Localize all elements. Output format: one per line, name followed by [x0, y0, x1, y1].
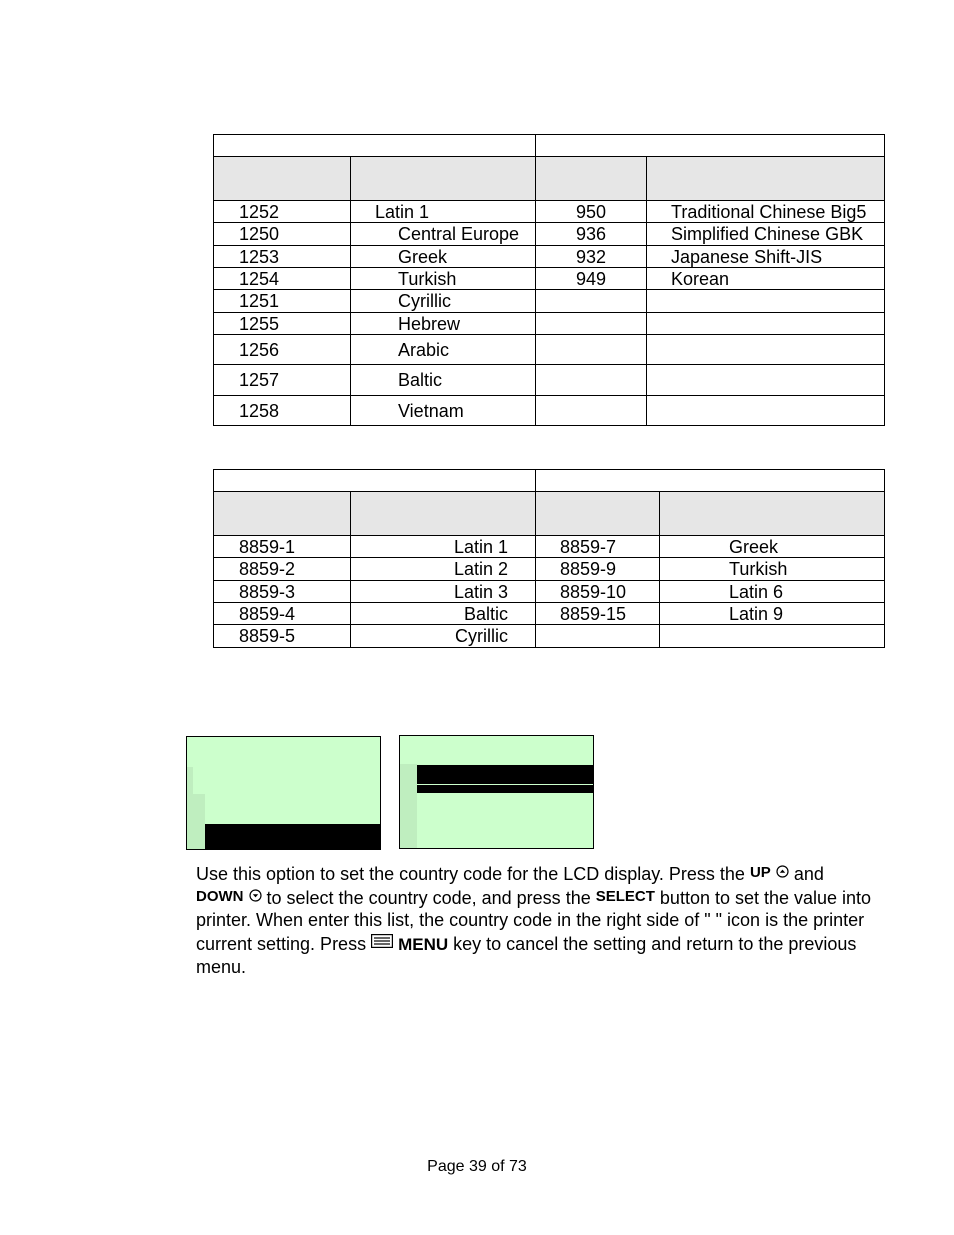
code-cell: 936: [536, 223, 647, 246]
lcd-edge-strip: [193, 794, 205, 850]
name-cell: Cyrillic: [351, 625, 536, 648]
name-cell: Turkish: [351, 268, 536, 290]
code-cell: [536, 290, 647, 313]
table-row: [214, 201, 885, 223]
code-cell: 950: [536, 201, 647, 223]
name-cell: [660, 625, 885, 648]
name-cell: Latin 2: [351, 558, 536, 581]
name-cell: Latin 3: [351, 581, 536, 603]
lcd-screen-right: [399, 735, 594, 849]
name-cell: Central Europe: [351, 223, 536, 246]
up-arrow-circle-icon: [776, 861, 789, 883]
code-cell: 949: [536, 268, 647, 290]
code-cell: 1258: [214, 396, 351, 426]
name-cell: Vietnam: [351, 396, 536, 426]
menu-list-icon: [371, 931, 393, 953]
code-cell: 8859-5: [214, 625, 351, 648]
page-number: Page 39 of 73: [427, 1158, 527, 1175]
name-cell: Traditional Chinese Big5: [647, 201, 885, 223]
code-cell: 8859-15: [536, 603, 660, 625]
code-cell: [536, 313, 647, 335]
name-cell: Japanese Shift-JIS: [647, 246, 885, 268]
code-cell: [536, 365, 647, 396]
code-cell: 1255: [214, 313, 351, 335]
name-cell: Latin 6: [660, 581, 885, 603]
select-key-label: SELECT: [595, 888, 655, 905]
name-cell: Latin 9: [660, 603, 885, 625]
name-cell: [647, 396, 885, 426]
table-row: [214, 603, 885, 625]
down-arrow-circle-icon: [249, 885, 262, 907]
lcd-selection-bar: [417, 765, 594, 784]
name-cell: Latin 1: [351, 201, 536, 223]
name-cell: [647, 365, 885, 396]
code-cell: 8859-7: [536, 536, 660, 558]
table-row: [214, 335, 885, 365]
table-header-row: [214, 492, 885, 536]
code-cell: 8859-2: [214, 558, 351, 581]
lcd-edge-strip: [400, 764, 417, 849]
name-cell: Latin 1: [351, 536, 536, 558]
name-cell: Arabic: [351, 335, 536, 365]
lcd-selection-underline: [417, 785, 594, 793]
code-cell: [536, 396, 647, 426]
up-key-label: UP: [749, 864, 771, 881]
name-cell: Greek: [660, 536, 885, 558]
table-header-row: [214, 157, 885, 201]
code-cell: 1254: [214, 268, 351, 290]
table-row: [214, 625, 885, 648]
code-cell: [536, 335, 647, 365]
name-cell: Hebrew: [351, 313, 536, 335]
code-cell: 8859-4: [214, 603, 351, 625]
code-cell: [536, 625, 660, 648]
table-row: [214, 365, 885, 396]
name-cell: Baltic: [351, 603, 536, 625]
code-cell: 1252: [214, 201, 351, 223]
name-cell: Cyrillic: [351, 290, 536, 313]
code-cell: 1256: [214, 335, 351, 365]
table-row: [214, 246, 885, 268]
code-cell: 1250: [214, 223, 351, 246]
windows-codepage-table: [213, 134, 885, 426]
table-row: [214, 313, 885, 335]
name-cell: [647, 335, 885, 365]
description-paragraph: Use this option to set the country code for the LCD display. Press the UP and DOWN to select the country code, and press the SELECT button to set the value into printer. When enter this list, the country code in the right side of " " icon is the printer current setting. Press MENU key to cancel the setting and return to the previous menu.: [196, 861, 886, 978]
down-key-label: DOWN: [196, 888, 244, 905]
name-cell: [647, 313, 885, 335]
code-cell: 1253: [214, 246, 351, 268]
code-cell: 8859-1: [214, 536, 351, 558]
name-cell: Korean: [647, 268, 885, 290]
table-row: [214, 223, 885, 246]
lcd-screen-left: [186, 736, 381, 850]
code-cell: 8859-10: [536, 581, 660, 603]
code-cell: 8859-9: [536, 558, 660, 581]
iso-codepage-table: [213, 469, 885, 648]
table-row: [214, 290, 885, 313]
name-cell: Simplified Chinese GBK: [647, 223, 885, 246]
menu-key-label: MENU: [398, 935, 449, 954]
table-title-row: [214, 135, 885, 157]
name-cell: Baltic: [351, 365, 536, 396]
code-cell: 8859-3: [214, 581, 351, 603]
name-cell: Greek: [351, 246, 536, 268]
table-row: [214, 536, 885, 558]
code-cell: 932: [536, 246, 647, 268]
table-row: [214, 558, 885, 581]
table-row: [214, 396, 885, 426]
code-cell: 1257: [214, 365, 351, 396]
name-cell: [647, 290, 885, 313]
table-row: [214, 581, 885, 603]
table-title-row: [214, 470, 885, 492]
lcd-selection-bar: [205, 824, 381, 850]
name-cell: Turkish: [660, 558, 885, 581]
code-cell: 1251: [214, 290, 351, 313]
table-row: [214, 268, 885, 290]
